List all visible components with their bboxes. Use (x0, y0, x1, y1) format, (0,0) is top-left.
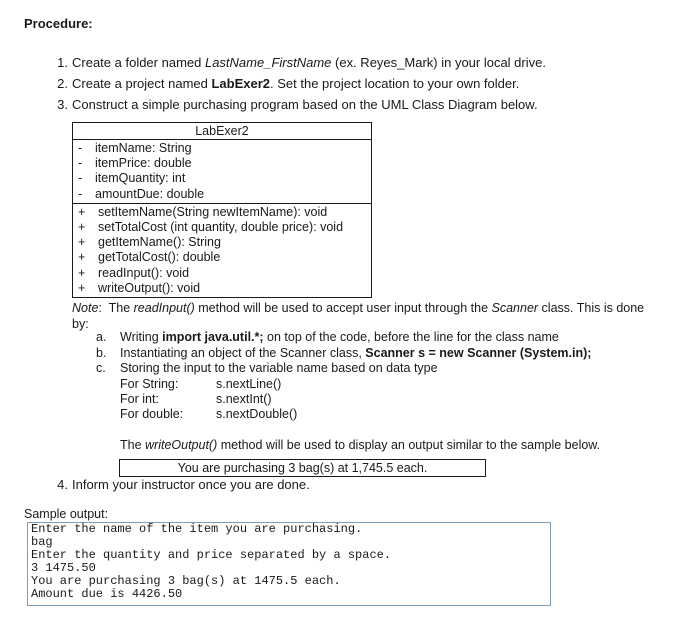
visibility-symbol: + (78, 219, 86, 234)
member-signature: itemPrice: double (95, 156, 192, 171)
uml-attribute (73, 141, 371, 156)
visibility-symbol: + (78, 250, 86, 265)
member-signature: writeOutput(): void (98, 280, 201, 295)
substep-text (120, 346, 591, 360)
visibility-symbol: - (78, 141, 83, 155)
scanner-method: s.nextDouble() (216, 407, 298, 421)
member-signature: getTotalCost(): double (98, 250, 221, 265)
note-paragraph: Note: The readInput() method will be used to accept user input through the Scanner class. This is done by: (72, 301, 645, 331)
visibility-symbol: - (78, 156, 83, 171)
visibility-symbol: + (78, 204, 86, 219)
member-signature: setItemName(String newItemName): void (98, 204, 328, 219)
member-signature: setTotalCost (int quantity, double price): void (98, 219, 344, 234)
step-text (72, 76, 519, 91)
procedure-heading: Procedure: (24, 16, 93, 31)
text-run: import java.util.*; (162, 330, 264, 344)
substep-text (120, 361, 438, 375)
substep-letter: c. (96, 361, 106, 375)
write-output-method: writeOutput() (145, 438, 218, 452)
console-line: bag (31, 535, 53, 549)
text-run: on top of the code, before the line for the class name (263, 330, 559, 344)
text-run: Create a project named (72, 76, 212, 91)
text-run: Storing the input to the variable name based on data type (120, 361, 438, 375)
step-number: 2. (57, 76, 68, 91)
uml-methods (73, 204, 371, 297)
visibility-symbol: + (78, 280, 86, 295)
step-4-text: Inform your instructor once you are done. (72, 477, 310, 492)
data-type-label: For double: (120, 407, 184, 421)
member-signature: amountDue: double (95, 186, 205, 201)
member-signature: getItemName(): String (98, 235, 221, 250)
text-run: (ex. Reyes_Mark) in your local drive. (331, 55, 546, 70)
uml-method (73, 266, 371, 281)
uml-attribute (73, 187, 371, 202)
text-run: Scanner s = new Scanner (System.in); (365, 346, 592, 360)
scanner-method: s.nextLine() (216, 377, 282, 391)
step-text (72, 97, 538, 112)
step-text (72, 55, 546, 70)
console-line: Enter the quantity and price separated by a space. (31, 548, 392, 562)
uml-method (73, 235, 371, 250)
text-run: LastName_FirstName (204, 55, 332, 70)
member-signature: readInput(): void (98, 265, 190, 280)
visibility-symbol: - (78, 171, 83, 186)
substep-letter: b. (96, 346, 107, 360)
uml-attribute (73, 171, 371, 186)
console-line: Enter the name of the item you are purchasing. (31, 522, 363, 536)
step-number: 3. (57, 97, 68, 112)
console-line: 3 1475.50 (31, 561, 96, 575)
console-line: Amount due is 4426.50 (31, 587, 183, 601)
text-run: Create a folder named (72, 55, 205, 70)
input-methods-table (120, 377, 320, 422)
note-label: Note (72, 301, 99, 315)
uml-attribute (73, 156, 371, 171)
text-run: Instantiating an object of the Scanner class, (120, 346, 366, 360)
substep-letter: a. (96, 330, 107, 344)
member-signature: itemQuantity: int (95, 171, 186, 186)
uml-method (73, 250, 371, 265)
text-run: Writing (120, 330, 163, 344)
text-run: LabExer2 (211, 76, 271, 91)
text-run: Construct a simple purchasing program based on the UML Class Diagram below. (72, 97, 538, 112)
uml-attributes (73, 140, 371, 204)
data-type-label: For int: (120, 392, 159, 406)
read-input-method: readInput() (133, 301, 195, 315)
sample-output-line: You are purchasing 3 bag(s) at 1,745.5 each. (119, 459, 486, 477)
scanner-class: Scanner (491, 301, 539, 315)
uml-class-diagram (72, 122, 372, 298)
visibility-symbol: + (78, 235, 86, 250)
scanner-method: s.nextInt() (216, 392, 272, 406)
sample-output-label: Sample output: (24, 507, 109, 521)
visibility-symbol: + (78, 265, 86, 280)
uml-class-name: LabExer2 (73, 123, 371, 140)
input-method-row (120, 377, 320, 392)
text-run: . Set the project location to your own folder. (270, 76, 520, 91)
input-method-row (120, 392, 320, 407)
substep-text (120, 330, 559, 344)
console-line: You are purchasing 3 bag(s) at 1475.5 each. (31, 574, 341, 588)
console-output (27, 522, 551, 606)
input-method-row (120, 407, 320, 422)
data-type-label: For String: (120, 377, 179, 391)
uml-method (73, 281, 371, 296)
uml-method (73, 205, 371, 220)
member-signature: itemName: String (95, 141, 192, 155)
step-4-number: 4. (57, 477, 68, 492)
step-number: 1. (57, 55, 68, 70)
write-output-paragraph: The writeOutput() method will be used to display an output similar to the sample below. (120, 438, 601, 452)
uml-method (73, 220, 371, 235)
visibility-symbol: - (78, 186, 83, 201)
